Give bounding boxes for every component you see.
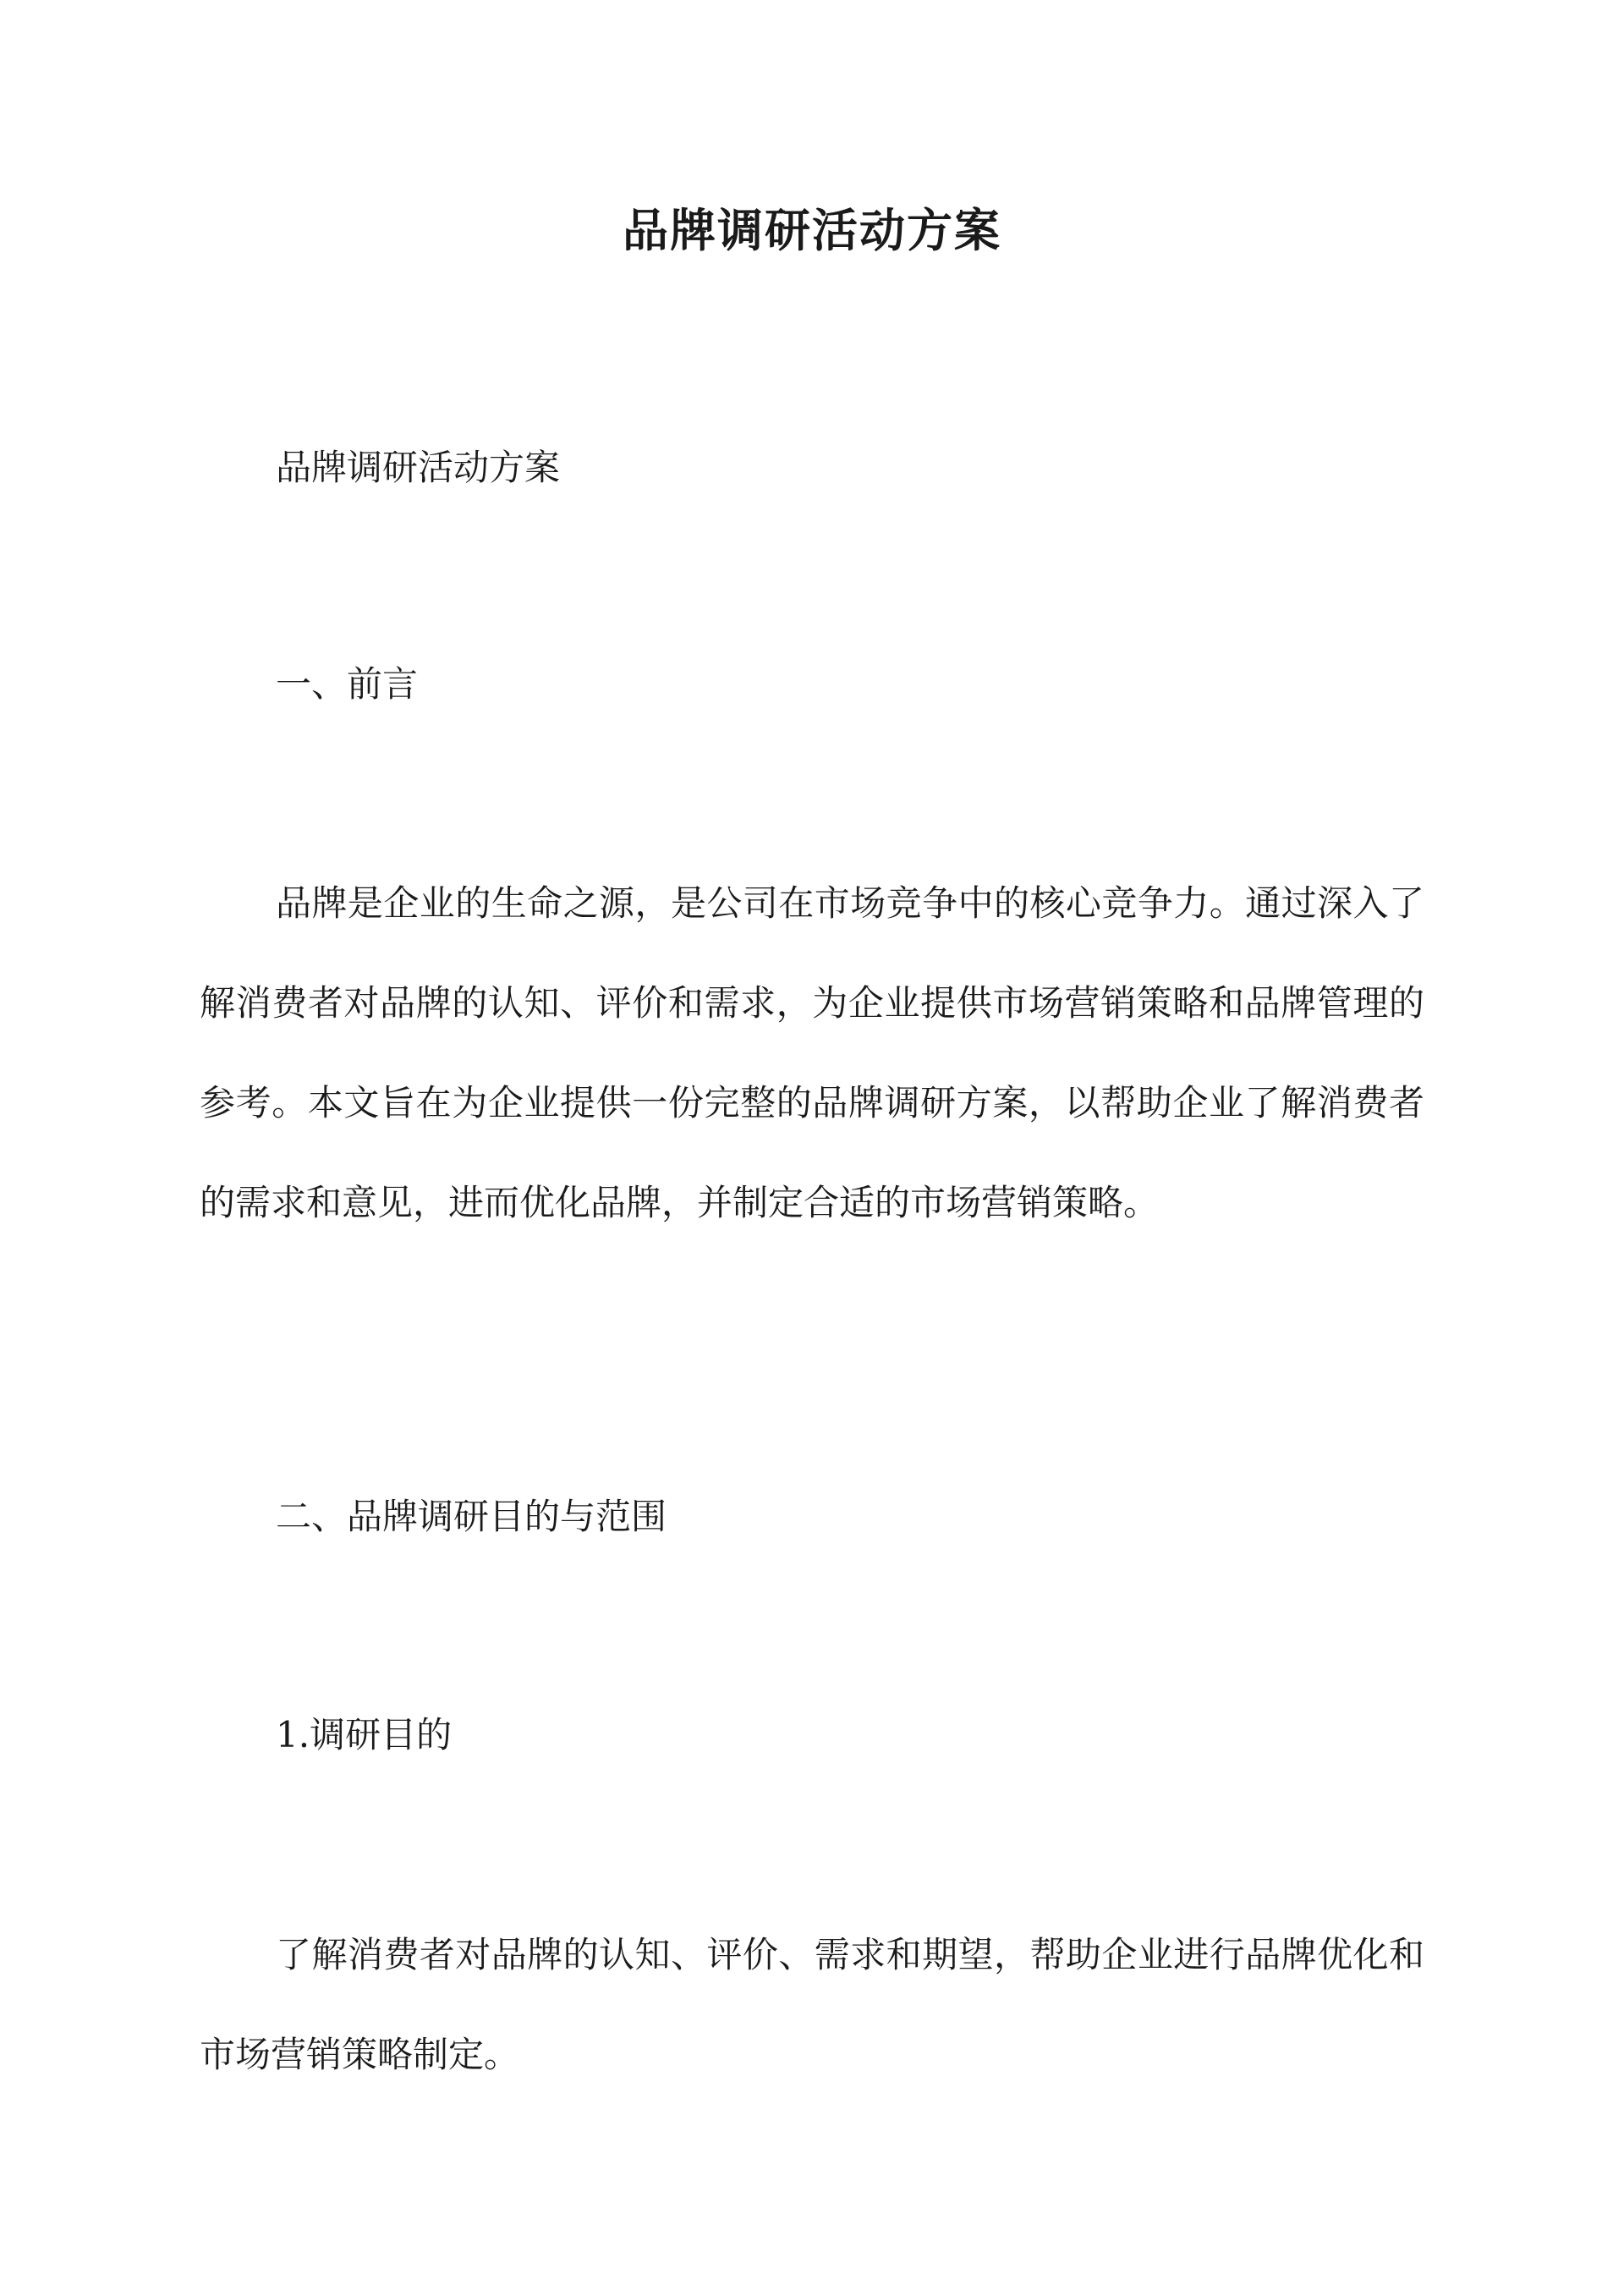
document-title: 品牌调研活动方案 <box>623 203 1001 257</box>
section-heading-preface: 一、前言 <box>276 663 419 705</box>
document-subtitle: 品牌调研活动方案 <box>276 447 561 488</box>
section-heading-purpose-scope: 二、品牌调研目的与范围 <box>276 1496 667 1537</box>
preface-paragraph: 品牌是企业的生命之源，是公司在市场竞争中的核心竞争力。通过深入了解消费者对品牌的认知、评价和需求，为企业提供市场营销策略和品牌管理的参考。本文旨在为企业提供一份完整的品牌调研方案，以帮助企业了解消费者的需求和意见，进而优化品牌，并制定合适的市场营销策略。 <box>200 882 1424 1223</box>
purpose-paragraph: 了解消费者对品牌的认知、评价、需求和期望，帮助企业进行品牌优化和市场营销策略制定。 <box>200 1934 1424 2075</box>
subsection-heading-purpose: 1.调研目的 <box>276 1714 453 1755</box>
